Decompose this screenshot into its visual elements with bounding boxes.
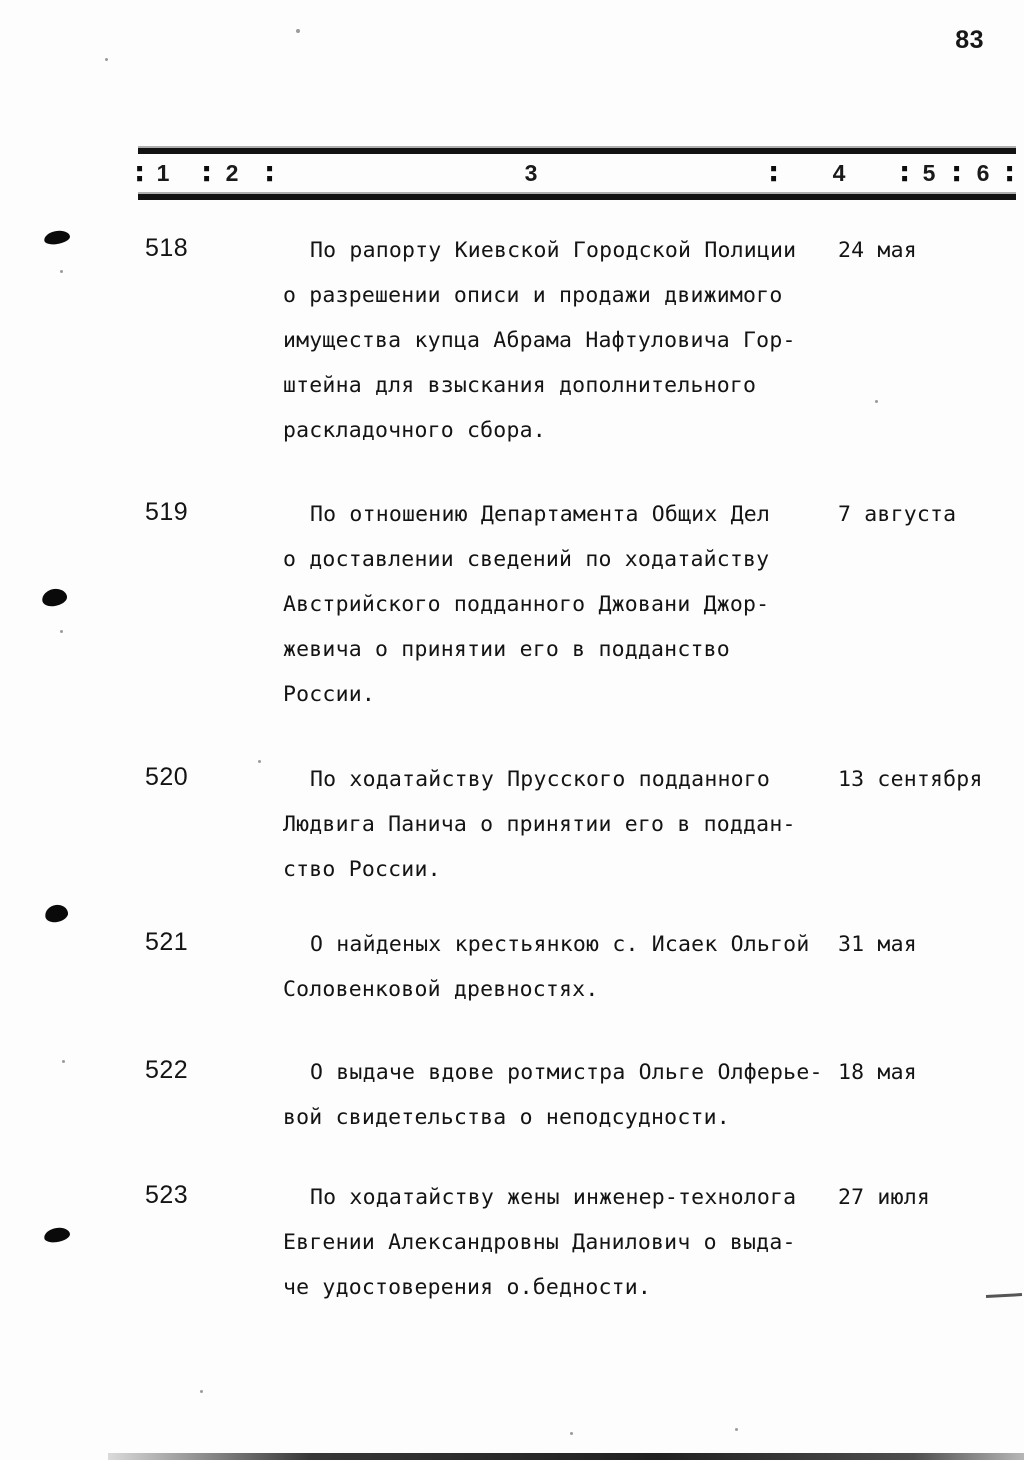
scan-speck [735,1428,738,1431]
entry-text-line [283,922,983,967]
scan-artifact-blob [44,903,69,923]
entry-text-line [283,273,983,318]
scan-artifact-dash [986,1293,1022,1298]
column-header-3: 3 [524,160,538,186]
entry-number: 518 [145,234,189,262]
entry-line-text: Евгении Александровны Данилович о выда- [283,1230,796,1255]
entry-number: 521 [145,928,189,956]
header-rule-bottom [138,194,1016,200]
scan-artifact-blob [41,587,68,607]
entry-line-text: о доставлении сведений по ходатайству [283,547,770,572]
entry-line-text: штейна для взыскания дополнительного [283,373,757,398]
entry-number: 520 [145,763,189,791]
entry-text-line [283,363,983,408]
entry-text-line [283,1095,983,1140]
entry-line-text: России. [283,682,376,707]
scan-speck [200,1390,203,1393]
scan-speck [60,630,63,633]
entry-line-text: Соловенковой древностях. [283,977,599,1002]
entry-text-line [283,672,983,717]
entry-date: 7 августа [838,502,957,527]
entry-text [283,922,983,1012]
scan-speck [62,1060,65,1063]
column-separator: : [1004,155,1016,188]
scan-bottom-edge [108,1453,1024,1460]
entry-text-line [283,1220,983,1265]
column-header-6: 6 [976,160,990,186]
entry-text-line [283,802,983,847]
entry-number: 522 [145,1056,189,1084]
entry-line-text: О выдаче вдове ротмистра Ольге Олферье- [310,1060,823,1085]
entry-text-line [283,318,983,363]
entry-text-line [283,627,983,672]
entry-date: 24 мая [838,238,917,263]
scan-speck [875,400,878,403]
scan-speck [296,29,300,33]
column-header-4: 4 [832,160,846,186]
column-separator: : [951,155,963,188]
entry-text-line [283,582,983,627]
column-separator: : [899,155,911,188]
entry-text [283,1050,983,1140]
entry-line-text: вой свидетельства о неподсудности. [283,1105,730,1130]
entry-text-line [283,847,983,892]
column-separator: : [768,155,780,188]
entry-text-line [283,1175,983,1220]
scan-artifact-blob [43,1226,71,1243]
entry-number: 523 [145,1181,189,1209]
entry-date: 13 сентября [838,767,983,792]
entry-line-text: раскладочного сбора. [283,418,546,443]
column-separator: : [134,155,146,188]
entry-text-line [283,228,983,273]
entry-line-text: По отношению Департамента Общих Дел [310,502,771,527]
entry-text-line [283,537,983,582]
entry-line-text: По ходатайству Прусского подданного [310,767,771,792]
entry-line-text: че удостоверения о.бедности. [283,1275,652,1300]
column-separator: : [201,155,213,188]
entry-line-text: По рапорту Киевской Городской Полиции [310,238,797,263]
column-header-2: 2 [225,160,239,186]
entry-text [283,492,983,717]
header-rule-top [138,148,1016,154]
entry-line-text: о разрешении описи и продажи движимого [283,283,783,308]
entry-number: 519 [145,498,189,526]
entry-line-text: Людвига Панича о принятии его в поддан- [283,812,796,837]
entry-text-line [283,408,983,453]
entry-text-line [283,1050,983,1095]
entry-text [283,1175,983,1310]
entry-line-text: имущества купца Абрама Нафтуловича Гор- [283,328,796,353]
entry-line-text: ство России. [283,857,441,882]
column-header-1: 1 [156,160,170,186]
entry-line-text: По ходатайству жены инженер-технолога [310,1185,797,1210]
scan-speck [258,760,261,763]
entry-text-line [283,757,983,802]
entry-text-line [283,1265,983,1310]
scan-speck [60,270,63,273]
entry-line-text: О найденых крестьянкою с. Исаек Ольгой [310,932,810,957]
column-separator: : [264,155,276,188]
scan-speck [570,1432,573,1435]
scan-speck [105,58,108,61]
entry-date: 18 мая [838,1060,917,1085]
column-header-5: 5 [922,160,936,186]
entry-text-line [283,492,983,537]
entry-text [283,757,983,892]
entry-line-text: Австрийского подданного Джовани Джор- [283,592,770,617]
scan-artifact-blob [43,229,71,245]
entry-text [283,228,983,453]
column-header-row [134,148,1016,200]
entry-date: 31 мая [838,932,917,957]
entry-date: 27 июля [838,1185,931,1210]
entry-text-line [283,967,983,1012]
entry-line-text: жевича о принятии его в подданство [283,637,730,662]
page-number: 83 [955,26,984,54]
